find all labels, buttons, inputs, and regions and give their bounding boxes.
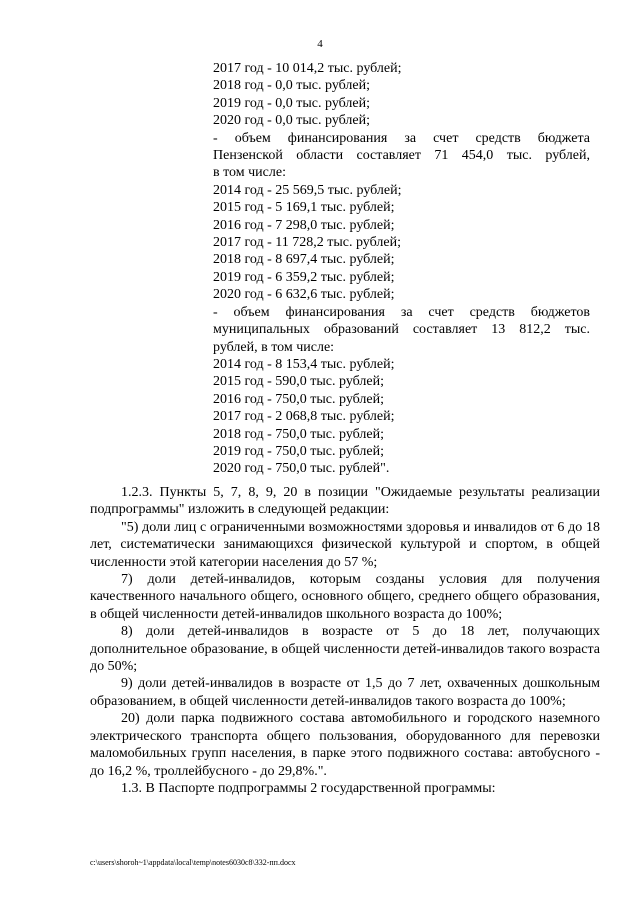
- document-body: [90, 484, 600, 797]
- funding-line: в том числе:: [213, 165, 286, 181]
- funding-line: муниципальных образований составляет 13 812,2 тыс.: [213, 322, 590, 338]
- funding-line: 2014 год - 8 153,4 тыс. рублей;: [213, 356, 395, 372]
- funding-line: 2017 год - 2 068,8 тыс. рублей;: [213, 409, 395, 425]
- funding-line: 2018 год - 750,0 тыс. рублей;: [213, 426, 385, 442]
- funding-line: 2018 год - 0,0 тыс. рублей;: [213, 78, 371, 94]
- paragraph: 7) доли детей-инвалидов, которым созданы условия для получения качественного начального общего, основного общего, среднего общего образования, в общей численности детей-инвалидов школьного возраста до 100%;: [90, 572, 600, 622]
- funding-line: 2020 год - 6 632,6 тыс. рублей;: [213, 287, 395, 303]
- funding-line: 2020 год - 0,0 тыс. рублей;: [213, 113, 371, 129]
- funding-line: 2018 год - 8 697,4 тыс. рублей;: [213, 252, 395, 268]
- funding-line: Пензенской области составляет 71 454,0 тыс. рублей,: [213, 148, 590, 164]
- paragraph: 8) доли детей-инвалидов в возрасте от 5 до 18 лет, получающих дополнительное образование, в общей численности детей-инвалидов такого возраста до 50%;: [90, 624, 600, 675]
- paragraph: 20) доли парка подвижного состава автомобильного и городского наземного электрического транспорта общего пользования, оборудованного для перевозки маломобильных групп населения, в парке этого подвижного состава: автобусного - до 16,2 %, троллейбусного - до 29,8%.".: [90, 711, 600, 779]
- funding-line: 2015 год - 5 169,1 тыс. рублей;: [213, 200, 395, 216]
- funding-line: 2016 год - 7 298,0 тыс. рублей;: [213, 217, 395, 233]
- funding-line: 2015 год - 590,0 тыс. рублей;: [213, 374, 385, 390]
- funding-line: 2019 год - 750,0 тыс. рублей;: [213, 443, 385, 459]
- paragraph: 1.3. В Паспорте подпрограммы 2 государственной программы:: [121, 780, 496, 796]
- funding-line: 2019 год - 6 359,2 тыс. рублей;: [213, 269, 395, 285]
- funding-line: 2014 год - 25 569,5 тыс. рублей;: [213, 182, 402, 198]
- funding-column: [213, 60, 590, 478]
- funding-line: 2017 год - 10 014,2 тыс. рублей;: [213, 61, 402, 76]
- funding-line: - объем финансирования за счет средств бюджетов: [213, 304, 590, 320]
- paragraph: 1.2.3. Пункты 5, 7, 8, 9, 20 в позиции "Ожидаемые результаты реализации подпрограммы" изложить в следующей редакции:: [90, 485, 600, 518]
- paragraph: "5) доли лиц с ограниченными возможностями здоровья и инвалидов от 6 до 18 лет, систематически занимающихся физической культурой и спортом, в общей численности этой категории населения до 57 %;: [90, 519, 600, 570]
- funding-line: 2017 год - 11 728,2 тыс. рублей;: [213, 235, 401, 251]
- file-path-footer: c:\users\shoroh~1\appdata\local\temp\notes6030c8\332-пп.docx: [90, 858, 296, 867]
- funding-line: 2016 год - 750,0 тыс. рублей;: [213, 391, 385, 407]
- funding-line: 2020 год - 750,0 тыс. рублей".: [213, 461, 390, 477]
- funding-line: 2019 год - 0,0 тыс. рублей;: [213, 95, 371, 111]
- paragraph: 9) доли детей-инвалидов в возрасте от 1,5 до 7 лет, охваченных дошкольным образованием, в общей численности детей-инвалидов такого возраста до 100%;: [90, 676, 600, 709]
- funding-line: - объем финансирования за счет средств бюджета: [213, 130, 590, 146]
- page-number: 4: [317, 38, 323, 50]
- funding-line: рублей, в том числе:: [213, 339, 335, 355]
